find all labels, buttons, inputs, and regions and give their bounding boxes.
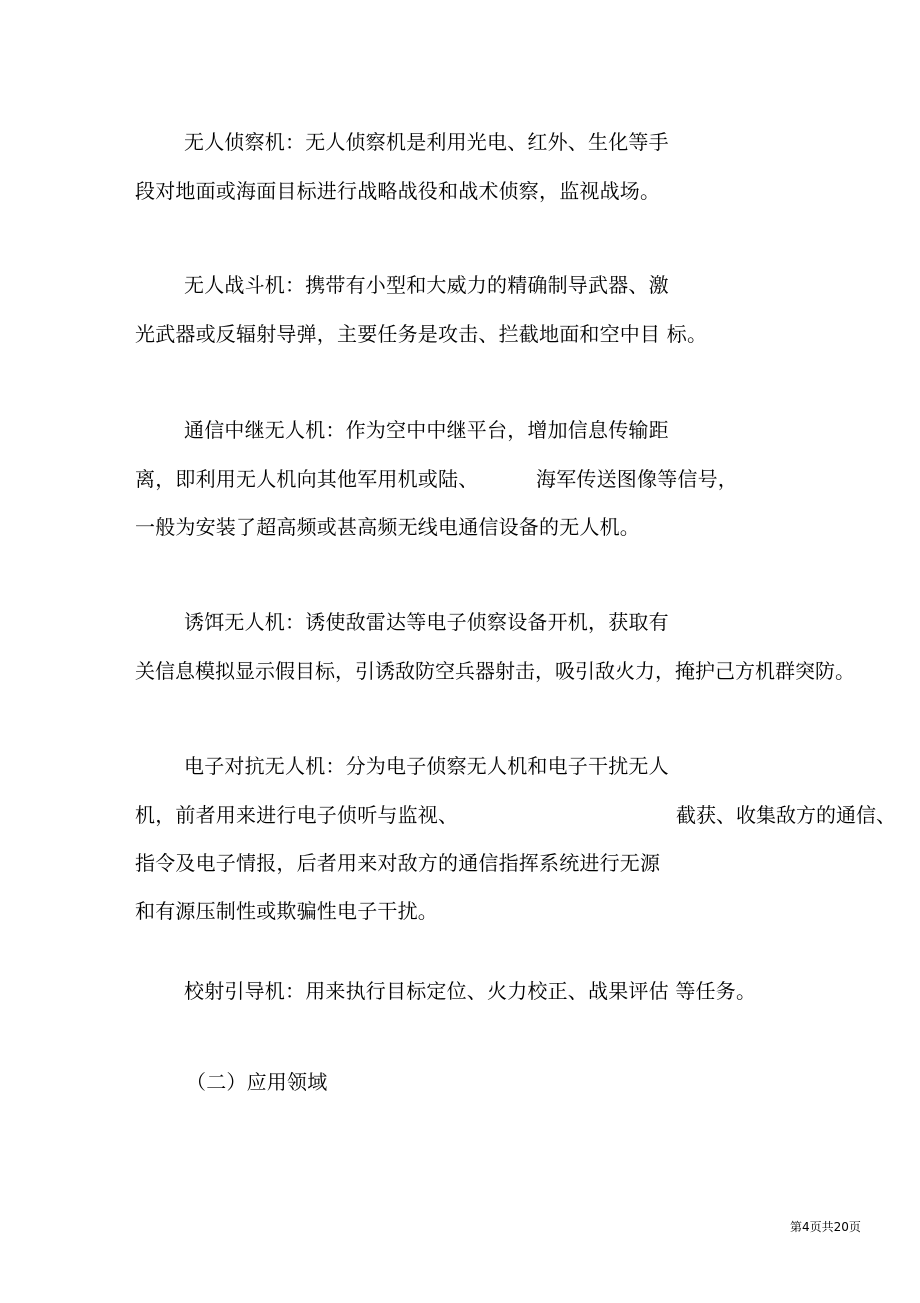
page-number: 第4页共20页 [790,1220,861,1234]
paragraph-line: 离，即利用无人机向其他军用机或陆、 [135,467,479,491]
paragraph-line: 海军传送图像等信号， [536,467,738,491]
paragraph-line: 指令及电子情报，后者用来对敌方的通信指挥系统进行无源 [135,851,661,875]
section-heading-text: （二）应用领域 [186,1070,328,1094]
paragraph-line: 无人侦察机：无人侦察机是利用光电、红外、生化等手 [184,130,669,154]
paragraph-line: 诱饵无人机：诱使敌雷达等电子侦察设备开机，获取有 [184,610,669,634]
paragraph-line: 和有源压制性或欺骗性电子干扰。 [135,899,438,923]
paragraph-line: 截获、收集敌方的通信、 [676,803,896,827]
paragraph-line: 一般为安装了超高频或甚高频无线电通信设备的无人机。 [135,515,640,539]
paragraph-line: 电子对抗无人机：分为电子侦察无人机和电子干扰无人 [184,754,669,778]
paragraph-line: 段对地面或海面目标进行战略战役和战术侦察，监视战场。 [135,179,661,203]
paragraph-line: 无人战斗机：携带有小型和大威力的精确制导武器、激 [184,273,669,297]
paragraph-line: 关信息模拟显示假目标，引诱敌防空兵器射击，吸引敌火力，掩护己方机群突防。 [135,659,855,683]
paragraph-line: 机，前者用来进行电子侦听与监视、 [135,803,459,827]
paragraph-line: 校射引导机：用来执行目标定位、火力校正、战果评估 等任务。 [184,979,757,1003]
paragraph-line: 光武器或反辐射导弹，主要任务是攻击、拦截地面和空中目 标。 [135,322,708,346]
paragraph-line: 通信中继无人机：作为空中中继平台，增加信息传输距 [184,418,669,442]
